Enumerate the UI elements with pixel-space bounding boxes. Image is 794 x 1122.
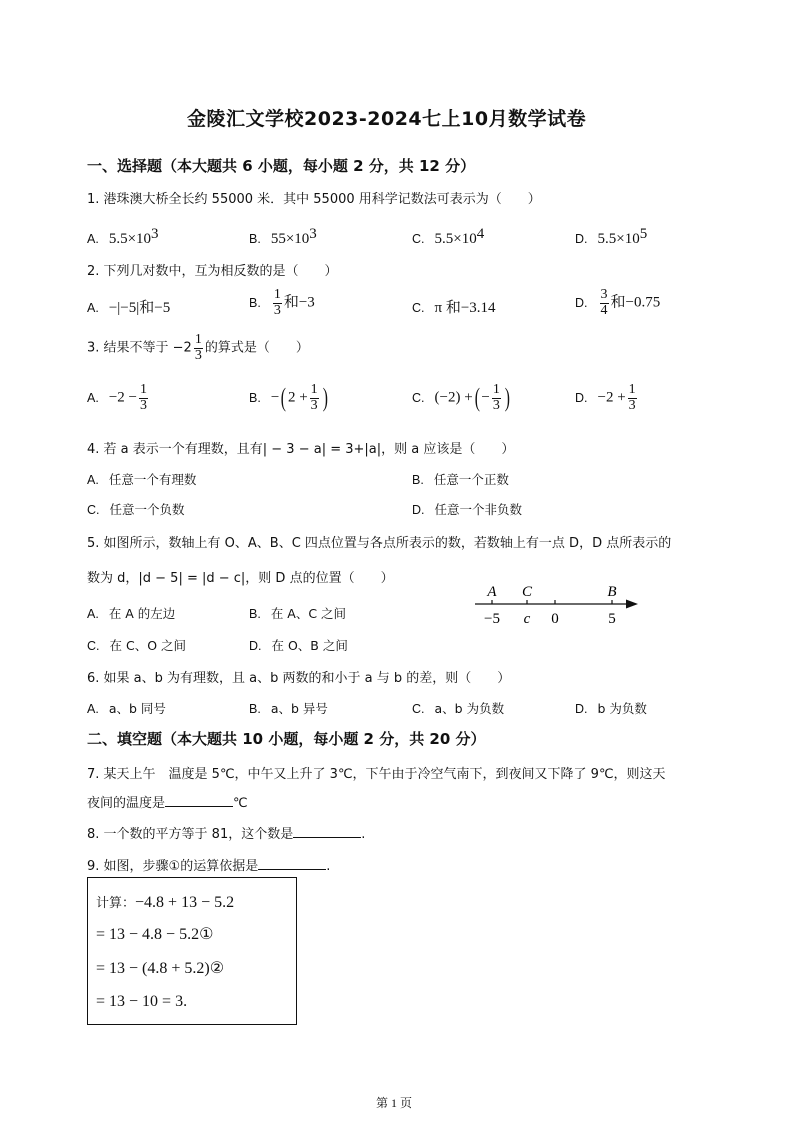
question-3-stem: 3. 结果不等于 −2 $\frac{1}{3}$ 的算式是（ ） [87, 332, 309, 363]
q1-option-c: C. $5.5\times 10^4$ [412, 226, 485, 248]
calc-line-1: 计算：−4.8 + 13 − 5.2 [96, 894, 235, 911]
option-label: C. [87, 639, 100, 653]
number-line-figure [470, 580, 650, 630]
option-label: D. [249, 639, 262, 653]
q6-option-c: C. a、b 为负数 [412, 701, 505, 716]
q2-option-a: A. −|−5|和−5 [87, 300, 171, 316]
option-label: C. [412, 301, 425, 315]
question-5-stem-line2: 数为 d，|d − 5| = |d − c|，则 D 点的位置（ ） [87, 571, 394, 586]
answer-blank[interactable] [258, 857, 326, 870]
q3-option-b: B. −( 2 + $\frac{1}{3}$ ) [249, 382, 328, 413]
point-label-b: B [607, 584, 617, 600]
q6-option-d: D. b 为负数 [575, 701, 647, 716]
q6-option-b: B. a、b 异号 [249, 701, 328, 716]
option-label: A. [87, 607, 99, 621]
fraction: $\frac{1}{3}$ [273, 287, 281, 318]
option-label: B. [412, 473, 424, 487]
option-label: B. [249, 295, 261, 310]
calc-line-2: = 13 − 4.8 − 5.2① [96, 926, 214, 943]
q3-option-a: A. −2 − $\frac{1}{3}$ [87, 382, 147, 413]
question-5-stem-line1: 5. 如图所示，数轴上有 O、A、B、C 四点位置与各点所表示的数，若数轴上有一点 D，D 点所表示的 [87, 536, 672, 551]
option-label: B. [249, 390, 261, 405]
question-7-line2: 夜间的温度是 ℃ [87, 796, 248, 811]
point-label-a: A [487, 584, 497, 600]
number-line-arrowhead [626, 600, 638, 609]
q6-option-a: A. a、b 同号 [87, 701, 166, 716]
page-number: 第 1 页 [376, 1096, 413, 1110]
calc-line-3: = 13 − (4.8 + 5.2)② [96, 960, 225, 977]
page-title: 金陵汇文学校2023-2024七上10月数学试卷 [187, 108, 587, 130]
fraction: $\frac{3}{4}$ [600, 287, 608, 318]
question-4-stem: 4. 若 a 表示一个有理数，且有| − 3 − a| = 3+|a|，则 a 应该是（ ） [87, 442, 515, 457]
option-label: B. [249, 607, 261, 621]
q4-option-b: B. 任意一个正数 [412, 472, 509, 487]
answer-blank[interactable] [165, 794, 233, 807]
value-label-c: c [523, 611, 531, 627]
q4-option-d: D. 任意一个非负数 [412, 502, 523, 517]
question-1-stem: 1. 港珠澳大桥全长约 55000 米．其中 55000 用科学记数法可表示为（ ） [87, 192, 541, 207]
q1-option-b: B. $55\times 10^3$ [249, 226, 317, 248]
question-9: 9. 如图，步骤①的运算依据是 . [87, 859, 331, 874]
section-heading-choice: 一、选择题（本大题共 6 小题，每小题 2 分，共 12 分） [87, 157, 476, 175]
option-label: A. [87, 390, 99, 405]
section-heading-fill: 二、填空题（本大题共 10 小题，每小题 2 分，共 20 分） [87, 730, 486, 748]
value-label-5: 5 [608, 611, 616, 627]
fraction: $\frac{1}{3}$ [310, 382, 318, 413]
option-label: A. [87, 473, 99, 487]
option-label: C. [412, 390, 425, 405]
option-label: A. [87, 232, 99, 247]
option-label: C. [412, 702, 425, 716]
option-label: D. [575, 232, 588, 247]
q1-option-d: D. $5.5\times 10^5$ [575, 226, 648, 248]
fraction: $\frac{1}{3}$ [139, 382, 147, 413]
option-label: D. [575, 295, 588, 310]
question-6-stem: 6. 如果 a、b 为有理数，且 a、b 两数的和小于 a 与 b 的差，则（ ） [87, 671, 511, 686]
calculation-box [87, 877, 297, 1025]
option-label: C. [412, 232, 425, 247]
q5-option-c: C. 在 C、O 之间 [87, 638, 187, 653]
point-label-c: C [521, 584, 533, 600]
q4-option-a: A. 任意一个有理数 [87, 472, 197, 487]
q2-option-d: D. $\frac{3}{4}$ 和−0.75 [575, 287, 661, 318]
q3-option-d: D. −2 + $\frac{1}{3}$ [575, 382, 636, 413]
q5-option-d: D. 在 O、B 之间 [249, 638, 348, 653]
value-label-minus5: −5 [484, 611, 500, 627]
option-label: D. [575, 702, 588, 716]
q1-option-a: A. $5.5\times 10^3$ [87, 226, 159, 248]
option-label: B. [249, 232, 261, 247]
fraction: $\frac{1}{3}$ [492, 382, 500, 413]
option-label: B. [249, 702, 261, 716]
q5-option-b: B. 在 A、C 之间 [249, 606, 347, 621]
calc-line-4: = 13 − 10 = 3. [96, 993, 188, 1010]
q3-option-c: C. (−2) +( − $\frac{1}{3}$ ) [412, 382, 510, 413]
option-label: C. [87, 503, 100, 517]
answer-blank[interactable] [293, 825, 361, 838]
q2-option-c: C. π 和−3.14 [412, 300, 496, 316]
fraction: $\frac{1}{3}$ [628, 382, 636, 413]
q4-option-c: C. 任意一个负数 [87, 502, 185, 517]
option-label: A. [87, 301, 99, 315]
question-8: 8. 一个数的平方等于 81，这个数是 . [87, 827, 366, 842]
option-label: A. [87, 702, 99, 716]
option-label: D. [575, 390, 588, 405]
value-label-0: 0 [551, 611, 559, 627]
option-label: D. [412, 503, 425, 517]
q5-option-a: A. 在 A 的左边 [87, 606, 176, 621]
fraction: $\frac{1}{3}$ [194, 332, 202, 363]
question-2-stem: 2. 下列几对数中，互为相反数的是（ ） [87, 264, 338, 279]
question-7-line1: 7. 某天上午 温度是 5℃，中午又上升了 3℃，下午由于冷空气南下，到夜间又下降了 9℃，则这天 [87, 767, 666, 782]
q2-option-b: B. $\frac{1}{3}$ 和−3 [249, 287, 315, 318]
